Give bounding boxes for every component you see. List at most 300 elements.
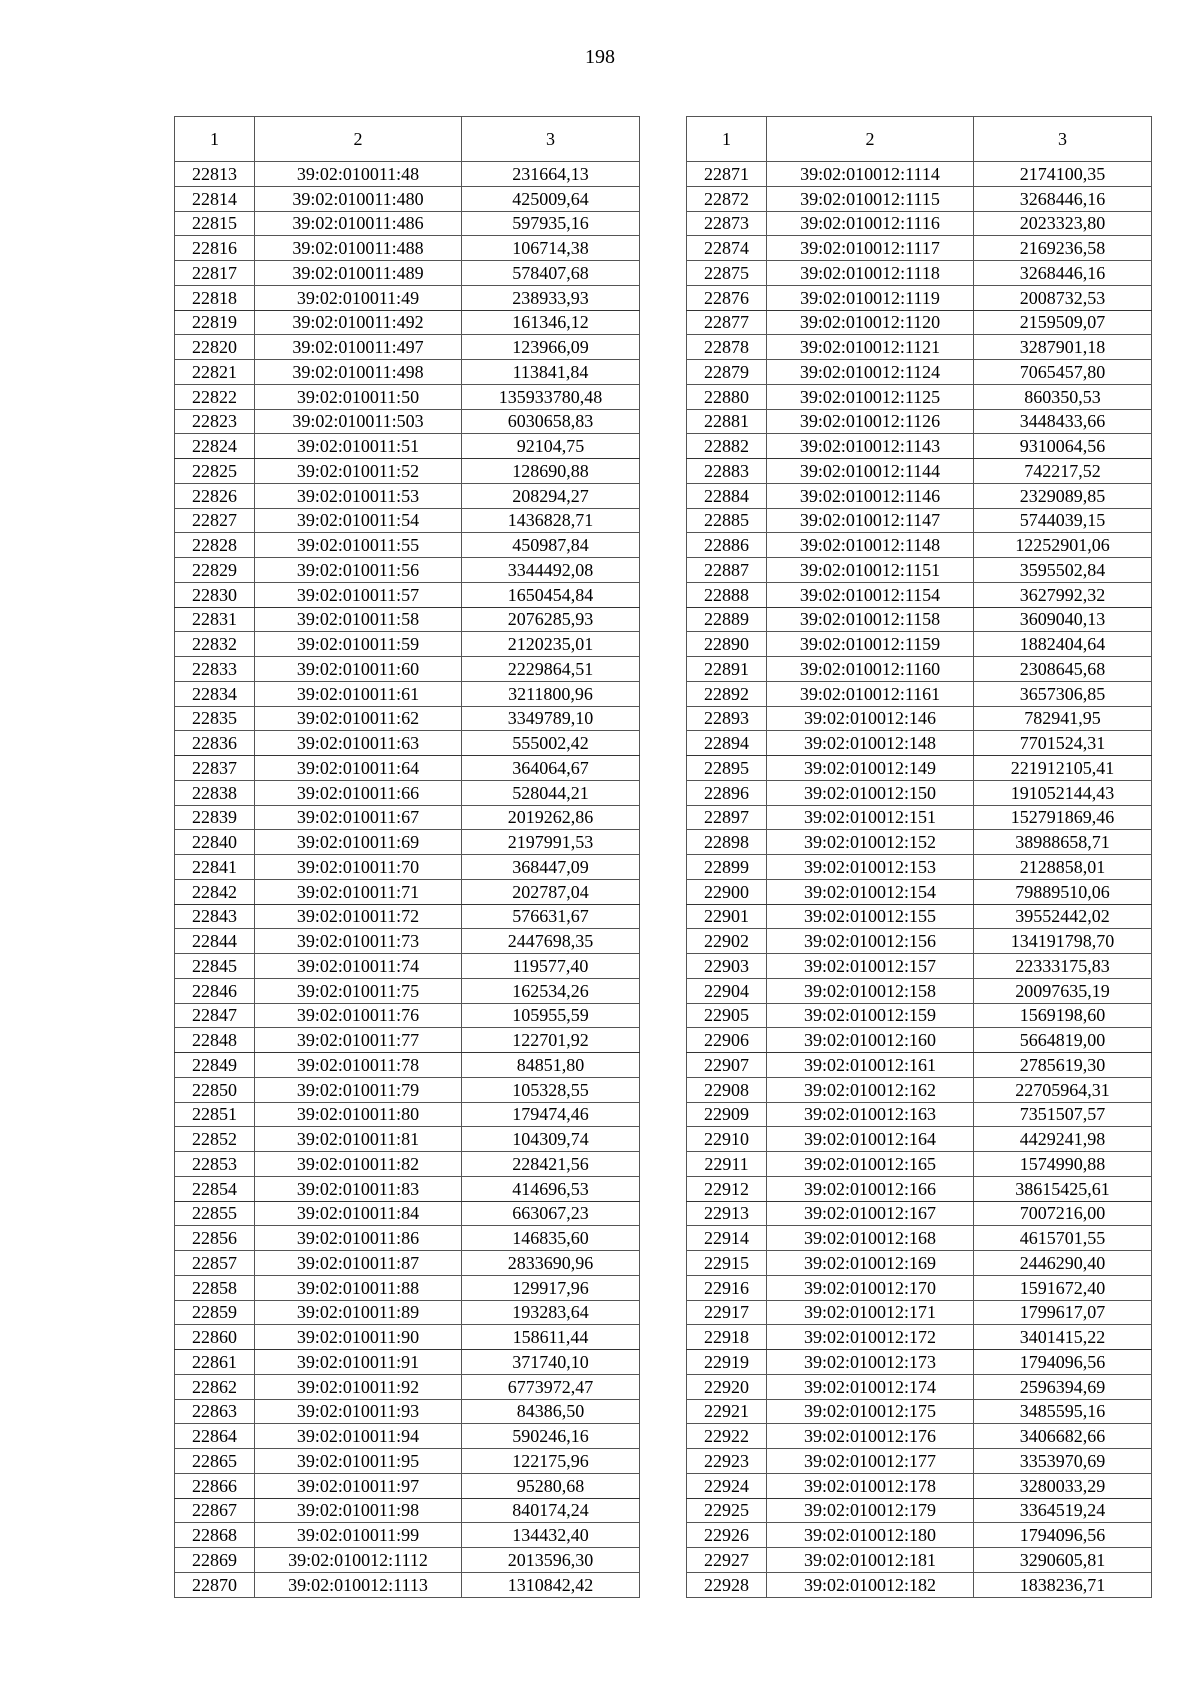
row-number-cell: 22850 (175, 1077, 255, 1102)
value-cell: 6030658,83 (462, 409, 640, 434)
value-cell: 1436828,71 (462, 508, 640, 533)
row-number-cell: 22846 (175, 978, 255, 1003)
row-number-cell: 22897 (687, 805, 767, 830)
cadastral-number-cell: 39:02:010012:172 (767, 1325, 974, 1350)
cadastral-number-cell: 39:02:010011:95 (255, 1449, 462, 1474)
table-row (175, 211, 640, 236)
cadastral-number-cell: 39:02:010012:1147 (767, 508, 974, 533)
row-number-cell: 22918 (687, 1325, 767, 1350)
row-number-cell: 22830 (175, 582, 255, 607)
value-cell: 1591672,40 (974, 1275, 1152, 1300)
row-number-cell: 22844 (175, 929, 255, 954)
value-cell: 5744039,15 (974, 508, 1152, 533)
table-row (175, 236, 640, 261)
value-cell: 576631,67 (462, 904, 640, 929)
value-cell: 123966,09 (462, 335, 640, 360)
row-number-cell: 22893 (687, 706, 767, 731)
value-cell: 4429241,98 (974, 1127, 1152, 1152)
value-cell: 2833690,96 (462, 1251, 640, 1276)
cadastral-number-cell: 39:02:010011:63 (255, 731, 462, 756)
table-row (687, 780, 1152, 805)
cadastral-number-cell: 39:02:010011:57 (255, 582, 462, 607)
value-cell: 528044,21 (462, 780, 640, 805)
table-row (687, 657, 1152, 682)
table-row (687, 1523, 1152, 1548)
table-row (175, 582, 640, 607)
header-col-2: 2 (255, 117, 462, 162)
cadastral-number-cell: 39:02:010011:80 (255, 1102, 462, 1127)
value-cell: 179474,46 (462, 1102, 640, 1127)
row-number-cell: 22886 (687, 533, 767, 558)
value-cell: 2008732,53 (974, 285, 1152, 310)
row-number-cell: 22825 (175, 459, 255, 484)
value-cell: 2785619,30 (974, 1053, 1152, 1078)
cadastral-number-cell: 39:02:010012:1144 (767, 459, 974, 484)
row-number-cell: 22861 (175, 1350, 255, 1375)
value-cell: 221912105,41 (974, 756, 1152, 781)
table-row (175, 632, 640, 657)
table-row (687, 1102, 1152, 1127)
table-row (687, 335, 1152, 360)
table-row (175, 1449, 640, 1474)
table-row (175, 459, 640, 484)
table-row (687, 879, 1152, 904)
cadastral-number-cell: 39:02:010012:1116 (767, 211, 974, 236)
table-row (175, 855, 640, 880)
table-row (175, 508, 640, 533)
table-row (687, 1152, 1152, 1177)
value-cell: 578407,68 (462, 261, 640, 286)
header-col-1: 1 (175, 117, 255, 162)
value-cell: 3406682,66 (974, 1424, 1152, 1449)
value-cell: 122701,92 (462, 1028, 640, 1053)
row-number-cell: 22882 (687, 434, 767, 459)
value-cell: 3349789,10 (462, 706, 640, 731)
table-row (687, 1275, 1152, 1300)
table-row (687, 186, 1152, 211)
cadastral-number-cell: 39:02:010012:1120 (767, 310, 974, 335)
row-number-cell: 22880 (687, 384, 767, 409)
value-cell: 22333175,83 (974, 954, 1152, 979)
cadastral-number-cell: 39:02:010012:1146 (767, 483, 974, 508)
cadastral-number-cell: 39:02:010011:48 (255, 162, 462, 187)
table-row (175, 607, 640, 632)
cadastral-number-cell: 39:02:010012:1161 (767, 681, 974, 706)
row-number-cell: 22872 (687, 186, 767, 211)
cadastral-number-cell: 39:02:010012:1154 (767, 582, 974, 607)
table-row (175, 335, 640, 360)
table-row (175, 310, 640, 335)
cadastral-number-cell: 39:02:010011:93 (255, 1399, 462, 1424)
value-cell: 2174100,35 (974, 162, 1152, 187)
value-cell: 134432,40 (462, 1523, 640, 1548)
cadastral-number-cell: 39:02:010011:488 (255, 236, 462, 261)
row-number-cell: 22916 (687, 1275, 767, 1300)
value-cell: 2229864,51 (462, 657, 640, 682)
row-number-cell: 22828 (175, 533, 255, 558)
table-row (687, 384, 1152, 409)
cadastral-number-cell: 39:02:010012:1151 (767, 558, 974, 583)
row-number-cell: 22841 (175, 855, 255, 880)
value-cell: 555002,42 (462, 731, 640, 756)
row-number-cell: 22925 (687, 1498, 767, 1523)
value-cell: 1794096,56 (974, 1350, 1152, 1375)
row-number-cell: 22857 (175, 1251, 255, 1276)
cadastral-number-cell: 39:02:010012:154 (767, 879, 974, 904)
value-cell: 590246,16 (462, 1424, 640, 1449)
row-number-cell: 22823 (175, 409, 255, 434)
cadastral-number-cell: 39:02:010012:179 (767, 1498, 974, 1523)
row-number-cell: 22831 (175, 607, 255, 632)
cadastral-number-cell: 39:02:010012:167 (767, 1201, 974, 1226)
row-number-cell: 22894 (687, 731, 767, 756)
value-cell: 3657306,85 (974, 681, 1152, 706)
table-row (175, 384, 640, 409)
cadastral-number-cell: 39:02:010011:87 (255, 1251, 462, 1276)
row-number-cell: 22903 (687, 954, 767, 979)
table-row (687, 756, 1152, 781)
value-cell: 208294,27 (462, 483, 640, 508)
row-number-cell: 22845 (175, 954, 255, 979)
value-cell: 2596394,69 (974, 1374, 1152, 1399)
value-cell: 2120235,01 (462, 632, 640, 657)
value-cell: 1310842,42 (462, 1572, 640, 1597)
row-number-cell: 22848 (175, 1028, 255, 1053)
table-row (175, 1325, 640, 1350)
cadastral-number-cell: 39:02:010012:157 (767, 954, 974, 979)
header-col-3: 3 (974, 117, 1152, 162)
table-row (687, 459, 1152, 484)
table-row (175, 533, 640, 558)
cadastral-number-cell: 39:02:010011:67 (255, 805, 462, 830)
table-row (175, 1077, 640, 1102)
table-row (175, 409, 640, 434)
table-row (687, 632, 1152, 657)
table-row (687, 1251, 1152, 1276)
row-number-cell: 22849 (175, 1053, 255, 1078)
cadastral-number-cell: 39:02:010012:153 (767, 855, 974, 880)
row-number-cell: 22827 (175, 508, 255, 533)
value-cell: 7351507,57 (974, 1102, 1152, 1127)
row-number-cell: 22813 (175, 162, 255, 187)
table-row (687, 1325, 1152, 1350)
value-cell: 1574990,88 (974, 1152, 1152, 1177)
value-cell: 2013596,30 (462, 1548, 640, 1573)
table-row (687, 954, 1152, 979)
row-number-cell: 22815 (175, 211, 255, 236)
cadastral-number-cell: 39:02:010012:170 (767, 1275, 974, 1300)
row-number-cell: 22879 (687, 360, 767, 385)
cadastral-number-cell: 39:02:010012:182 (767, 1572, 974, 1597)
value-cell: 122175,96 (462, 1449, 640, 1474)
table-row (175, 1176, 640, 1201)
value-cell: 84851,80 (462, 1053, 640, 1078)
cadastral-number-cell: 39:02:010011:72 (255, 904, 462, 929)
cadastral-number-cell: 39:02:010012:169 (767, 1251, 974, 1276)
table-row (687, 1473, 1152, 1498)
cadastral-number-cell: 39:02:010011:94 (255, 1424, 462, 1449)
value-cell: 3353970,69 (974, 1449, 1152, 1474)
value-cell: 193283,64 (462, 1300, 640, 1325)
table-row (175, 731, 640, 756)
row-number-cell: 22855 (175, 1201, 255, 1226)
row-number-cell: 22826 (175, 483, 255, 508)
cadastral-number-cell: 39:02:010011:492 (255, 310, 462, 335)
row-number-cell: 22884 (687, 483, 767, 508)
row-number-cell: 22868 (175, 1523, 255, 1548)
cadastral-number-cell: 39:02:010011:59 (255, 632, 462, 657)
cadastral-number-cell: 39:02:010012:177 (767, 1449, 974, 1474)
value-cell: 840174,24 (462, 1498, 640, 1523)
cadastral-number-cell: 39:02:010012:168 (767, 1226, 974, 1251)
value-cell: 3364519,24 (974, 1498, 1152, 1523)
cadastral-number-cell: 39:02:010012:162 (767, 1077, 974, 1102)
table-row (175, 830, 640, 855)
row-number-cell: 22902 (687, 929, 767, 954)
row-number-cell: 22922 (687, 1424, 767, 1449)
table-row (175, 186, 640, 211)
row-number-cell: 22887 (687, 558, 767, 583)
cadastral-number-cell: 39:02:010012:161 (767, 1053, 974, 1078)
value-cell: 7065457,80 (974, 360, 1152, 385)
value-cell: 106714,38 (462, 236, 640, 261)
cadastral-number-cell: 39:02:010012:1114 (767, 162, 974, 187)
cadastral-number-cell: 39:02:010011:489 (255, 261, 462, 286)
cadastral-number-cell: 39:02:010011:70 (255, 855, 462, 880)
table-row (175, 1251, 640, 1276)
row-number-cell: 22821 (175, 360, 255, 385)
row-number-cell: 22818 (175, 285, 255, 310)
value-cell: 2019262,86 (462, 805, 640, 830)
table-row (175, 1028, 640, 1053)
cadastral-number-cell: 39:02:010012:181 (767, 1548, 974, 1573)
table-row (687, 1300, 1152, 1325)
row-number-cell: 22901 (687, 904, 767, 929)
row-number-cell: 22819 (175, 310, 255, 335)
cadastral-number-cell: 39:02:010012:152 (767, 830, 974, 855)
row-number-cell: 22860 (175, 1325, 255, 1350)
row-number-cell: 22834 (175, 681, 255, 706)
table-row (687, 1449, 1152, 1474)
table-row (687, 211, 1152, 236)
table-row (175, 261, 640, 286)
value-cell: 129917,96 (462, 1275, 640, 1300)
row-number-cell: 22899 (687, 855, 767, 880)
cadastral-number-cell: 39:02:010011:49 (255, 285, 462, 310)
cadastral-number-cell: 39:02:010011:75 (255, 978, 462, 1003)
cadastral-number-cell: 39:02:010011:90 (255, 1325, 462, 1350)
value-cell: 6773972,47 (462, 1374, 640, 1399)
table-row (175, 1152, 640, 1177)
table-row (175, 483, 640, 508)
value-cell: 104309,74 (462, 1127, 640, 1152)
table-row (175, 1548, 640, 1573)
value-cell: 119577,40 (462, 954, 640, 979)
cadastral-number-cell: 39:02:010012:155 (767, 904, 974, 929)
cadastral-number-cell: 39:02:010012:164 (767, 1127, 974, 1152)
cadastral-number-cell: 39:02:010011:486 (255, 211, 462, 236)
row-number-cell: 22856 (175, 1226, 255, 1251)
table-row (175, 1275, 640, 1300)
value-cell: 3290605,81 (974, 1548, 1152, 1573)
header-col-3: 3 (462, 117, 640, 162)
table-row (175, 1226, 640, 1251)
table-row (175, 1127, 640, 1152)
table-row (687, 731, 1152, 756)
row-number-cell: 22905 (687, 1003, 767, 1028)
cadastral-number-cell: 39:02:010011:51 (255, 434, 462, 459)
value-cell: 5664819,00 (974, 1028, 1152, 1053)
value-cell: 2076285,93 (462, 607, 640, 632)
row-number-cell: 22837 (175, 756, 255, 781)
table-row (687, 607, 1152, 632)
row-number-cell: 22820 (175, 335, 255, 360)
value-cell: 2169236,58 (974, 236, 1152, 261)
row-number-cell: 22876 (687, 285, 767, 310)
value-cell: 3485595,16 (974, 1399, 1152, 1424)
cadastral-number-cell: 39:02:010011:66 (255, 780, 462, 805)
cadastral-number-cell: 39:02:010011:98 (255, 1498, 462, 1523)
row-number-cell: 22910 (687, 1127, 767, 1152)
cadastral-number-cell: 39:02:010012:148 (767, 731, 974, 756)
row-number-cell: 22838 (175, 780, 255, 805)
cadastral-number-cell: 39:02:010012:1112 (255, 1548, 462, 1573)
row-number-cell: 22920 (687, 1374, 767, 1399)
row-number-cell: 22822 (175, 384, 255, 409)
cadastral-number-cell: 39:02:010011:81 (255, 1127, 462, 1152)
table-row (175, 1523, 640, 1548)
table-row (687, 558, 1152, 583)
value-cell: 450987,84 (462, 533, 640, 558)
row-number-cell: 22836 (175, 731, 255, 756)
value-cell: 1882404,64 (974, 632, 1152, 657)
cadastral-number-cell: 39:02:010012:151 (767, 805, 974, 830)
table-row (687, 681, 1152, 706)
row-number-cell: 22906 (687, 1028, 767, 1053)
value-cell: 135933780,48 (462, 384, 640, 409)
table-row (175, 1424, 640, 1449)
value-cell: 146835,60 (462, 1226, 640, 1251)
value-cell: 2329089,85 (974, 483, 1152, 508)
cadastral-number-cell: 39:02:010012:1148 (767, 533, 974, 558)
value-cell: 79889510,06 (974, 879, 1152, 904)
page-number: 198 (585, 46, 615, 68)
table-row (687, 805, 1152, 830)
row-number-cell: 22852 (175, 1127, 255, 1152)
cadastral-number-cell: 39:02:010011:62 (255, 706, 462, 731)
row-number-cell: 22858 (175, 1275, 255, 1300)
table-body (687, 162, 1152, 1598)
row-number-cell: 22900 (687, 879, 767, 904)
cadastral-number-cell: 39:02:010011:82 (255, 1152, 462, 1177)
table-row (687, 706, 1152, 731)
cadastral-number-cell: 39:02:010012:1124 (767, 360, 974, 385)
value-cell: 1569198,60 (974, 1003, 1152, 1028)
row-number-cell: 22833 (175, 657, 255, 682)
value-cell: 202787,04 (462, 879, 640, 904)
table-row (175, 954, 640, 979)
table-row (687, 904, 1152, 929)
row-number-cell: 22814 (175, 186, 255, 211)
value-cell: 3627992,32 (974, 582, 1152, 607)
cadastral-number-cell: 39:02:010011:60 (255, 657, 462, 682)
cadastral-number-cell: 39:02:010012:1121 (767, 335, 974, 360)
value-cell: 22705964,31 (974, 1077, 1152, 1102)
table-row (687, 830, 1152, 855)
value-cell: 782941,95 (974, 706, 1152, 731)
value-cell: 742217,52 (974, 459, 1152, 484)
value-cell: 1794096,56 (974, 1523, 1152, 1548)
row-number-cell: 22871 (687, 162, 767, 187)
cadastral-number-cell: 39:02:010011:86 (255, 1226, 462, 1251)
table-row (175, 1399, 640, 1424)
table-row (687, 508, 1152, 533)
cadastral-number-cell: 39:02:010012:171 (767, 1300, 974, 1325)
right-table (686, 116, 1152, 1598)
row-number-cell: 22919 (687, 1350, 767, 1375)
table-row (175, 929, 640, 954)
row-number-cell: 22829 (175, 558, 255, 583)
cadastral-number-cell: 39:02:010012:1113 (255, 1572, 462, 1597)
row-number-cell: 22928 (687, 1572, 767, 1597)
row-number-cell: 22864 (175, 1424, 255, 1449)
table-row (175, 1003, 640, 1028)
table-row (175, 285, 640, 310)
value-cell: 92104,75 (462, 434, 640, 459)
table-row (175, 1102, 640, 1127)
row-number-cell: 22854 (175, 1176, 255, 1201)
cadastral-number-cell: 39:02:010012:1118 (767, 261, 974, 286)
cadastral-number-cell: 39:02:010011:77 (255, 1028, 462, 1053)
value-cell: 371740,10 (462, 1350, 640, 1375)
table-row (687, 310, 1152, 335)
cadastral-number-cell: 39:02:010011:53 (255, 483, 462, 508)
table-row (175, 1350, 640, 1375)
cadastral-number-cell: 39:02:010012:180 (767, 1523, 974, 1548)
value-cell: 860350,53 (974, 384, 1152, 409)
cadastral-number-cell: 39:02:010012:160 (767, 1028, 974, 1053)
row-number-cell: 22862 (175, 1374, 255, 1399)
table-row (687, 360, 1152, 385)
value-cell: 20097635,19 (974, 978, 1152, 1003)
value-cell: 161346,12 (462, 310, 640, 335)
table-row (175, 904, 640, 929)
cadastral-number-cell: 39:02:010011:56 (255, 558, 462, 583)
value-cell: 84386,50 (462, 1399, 640, 1424)
value-cell: 3287901,18 (974, 335, 1152, 360)
row-number-cell: 22895 (687, 756, 767, 781)
row-number-cell: 22889 (687, 607, 767, 632)
row-number-cell: 22915 (687, 1251, 767, 1276)
row-number-cell: 22816 (175, 236, 255, 261)
cadastral-number-cell: 39:02:010012:174 (767, 1374, 974, 1399)
row-number-cell: 22843 (175, 904, 255, 929)
row-number-cell: 22869 (175, 1548, 255, 1573)
table-row (687, 1424, 1152, 1449)
value-cell: 134191798,70 (974, 929, 1152, 954)
table-row (687, 1498, 1152, 1523)
table-header-row (687, 117, 1152, 162)
value-cell: 3211800,96 (462, 681, 640, 706)
row-number-cell: 22832 (175, 632, 255, 657)
table-row (687, 1201, 1152, 1226)
row-number-cell: 22863 (175, 1399, 255, 1424)
value-cell: 364064,67 (462, 756, 640, 781)
cadastral-number-cell: 39:02:010011:61 (255, 681, 462, 706)
cadastral-number-cell: 39:02:010011:99 (255, 1523, 462, 1548)
table-row (687, 434, 1152, 459)
row-number-cell: 22865 (175, 1449, 255, 1474)
